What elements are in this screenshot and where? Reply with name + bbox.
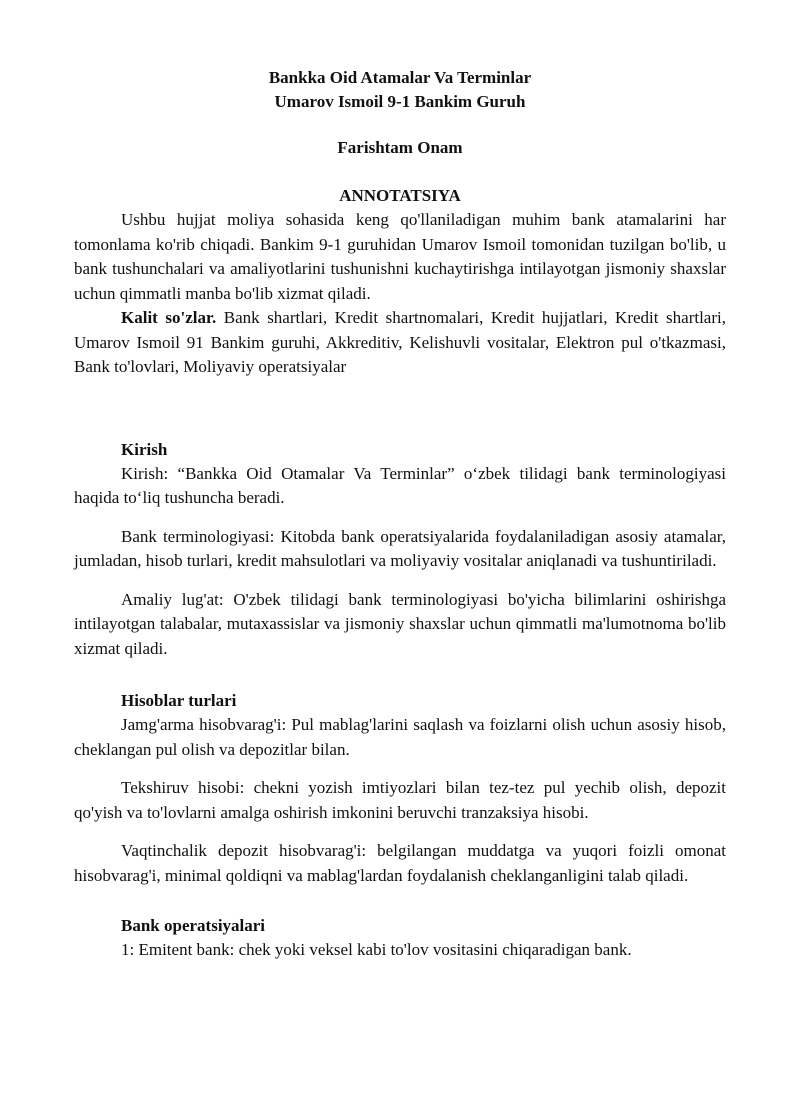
keywords-paragraph	[74, 306, 726, 380]
dedication: Farishtam Onam	[337, 138, 463, 157]
accounts-paragraph-3: Vaqtinchalik depozit hisobvarag'i: belgilangan muddatga va yuqori foizli omonat hisobvarag'i, minimal qoldiqni va mablag'lardan foydalanish cheklanganligini talab qiladi.	[74, 841, 726, 885]
keywords-label: Kalit so'zlar.	[121, 308, 217, 327]
keywords-text: Bank shartlari, Kredit shartnomalari, Kredit hujjatlari, Kredit shartlari, Umarov Ismoil 91 Bankim guruhi, Akkreditiv, Kelishuvli vositalar, Elektron pul o'tkazmasi, Bank to'lovlari, Moliyaviy operatsiyalar	[74, 308, 726, 376]
document-subtitle: Umarov Ismoil 9-1 Bankim Guruh	[274, 92, 526, 111]
intro-paragraph-1: Kirish: “Bankka Oid Otamalar Va Terminlar” o‘zbek tilidagi bank terminologiyasi haqida to‘liq tushuncha beradi.	[74, 463, 726, 507]
operations-paragraph-1: 1: Emitent bank: chek yoki veksel kabi to'lov vositasini chiqaradigan bank.	[121, 940, 632, 959]
accounts-heading: Hisoblar turlari	[121, 691, 237, 710]
accounts-paragraph-1: Jamg'arma hisobvarag'i: Pul mablag'larini saqlash va foizlarni olish uchun asosiy hisob, cheklangan pul olish va depozitlar bilan.	[74, 715, 726, 759]
document-title: Bankka Oid Atamalar Va Terminlar	[268, 68, 532, 87]
accounts-paragraph-2: Tekshiruv hisobi: chekni yozish imtiyozlari bilan tez-tez pul yechib olish, depozit qo'yish va to'lovlarni amalga oshirish imkonini beruvchi tranzaksiya hisobi.	[74, 778, 726, 822]
intro-paragraph-2: Bank terminologiyasi: Kitobda bank operatsiyalarida foydalaniladigan asosiy atamalar, jumladan, hisob turlari, kredit mahsulotlari va moliyaviy vositalar aniqlanadi va tushuntiriladi.	[74, 526, 726, 570]
intro-heading: Kirish	[121, 439, 168, 459]
intro-paragraph-3: Amaliy lug'at: O'zbek tilidagi bank terminologiyasi bo'yicha bilimlarini oshirishga intilayotgan talabalar, mutaxassislar va jismoniy shaxslar uchun qimmatli ma'lumotnoma bo'lib xizmat qiladi.	[74, 589, 726, 658]
annotation-text: Ushbu hujjat moliya sohasida keng qo'llaniladigan muhim bank atamalarini har tomonlama ko'rib chiqadi. Bankim 9-1 guruhidan Umarov Ismoil tomonidan tuzilgan bo'lib, u bank tushunchalari va amaliyotlarini tushunishni kuchaytirishga intilayotgan jismoniy shaxslar uchun qimmatli manba bo'lib xizmat qiladi.	[74, 210, 726, 303]
annotation-heading: ANNOTATSIYA	[339, 186, 461, 205]
document-page	[0, 66, 800, 1101]
operations-heading: Bank operatsiyalari	[121, 916, 266, 935]
